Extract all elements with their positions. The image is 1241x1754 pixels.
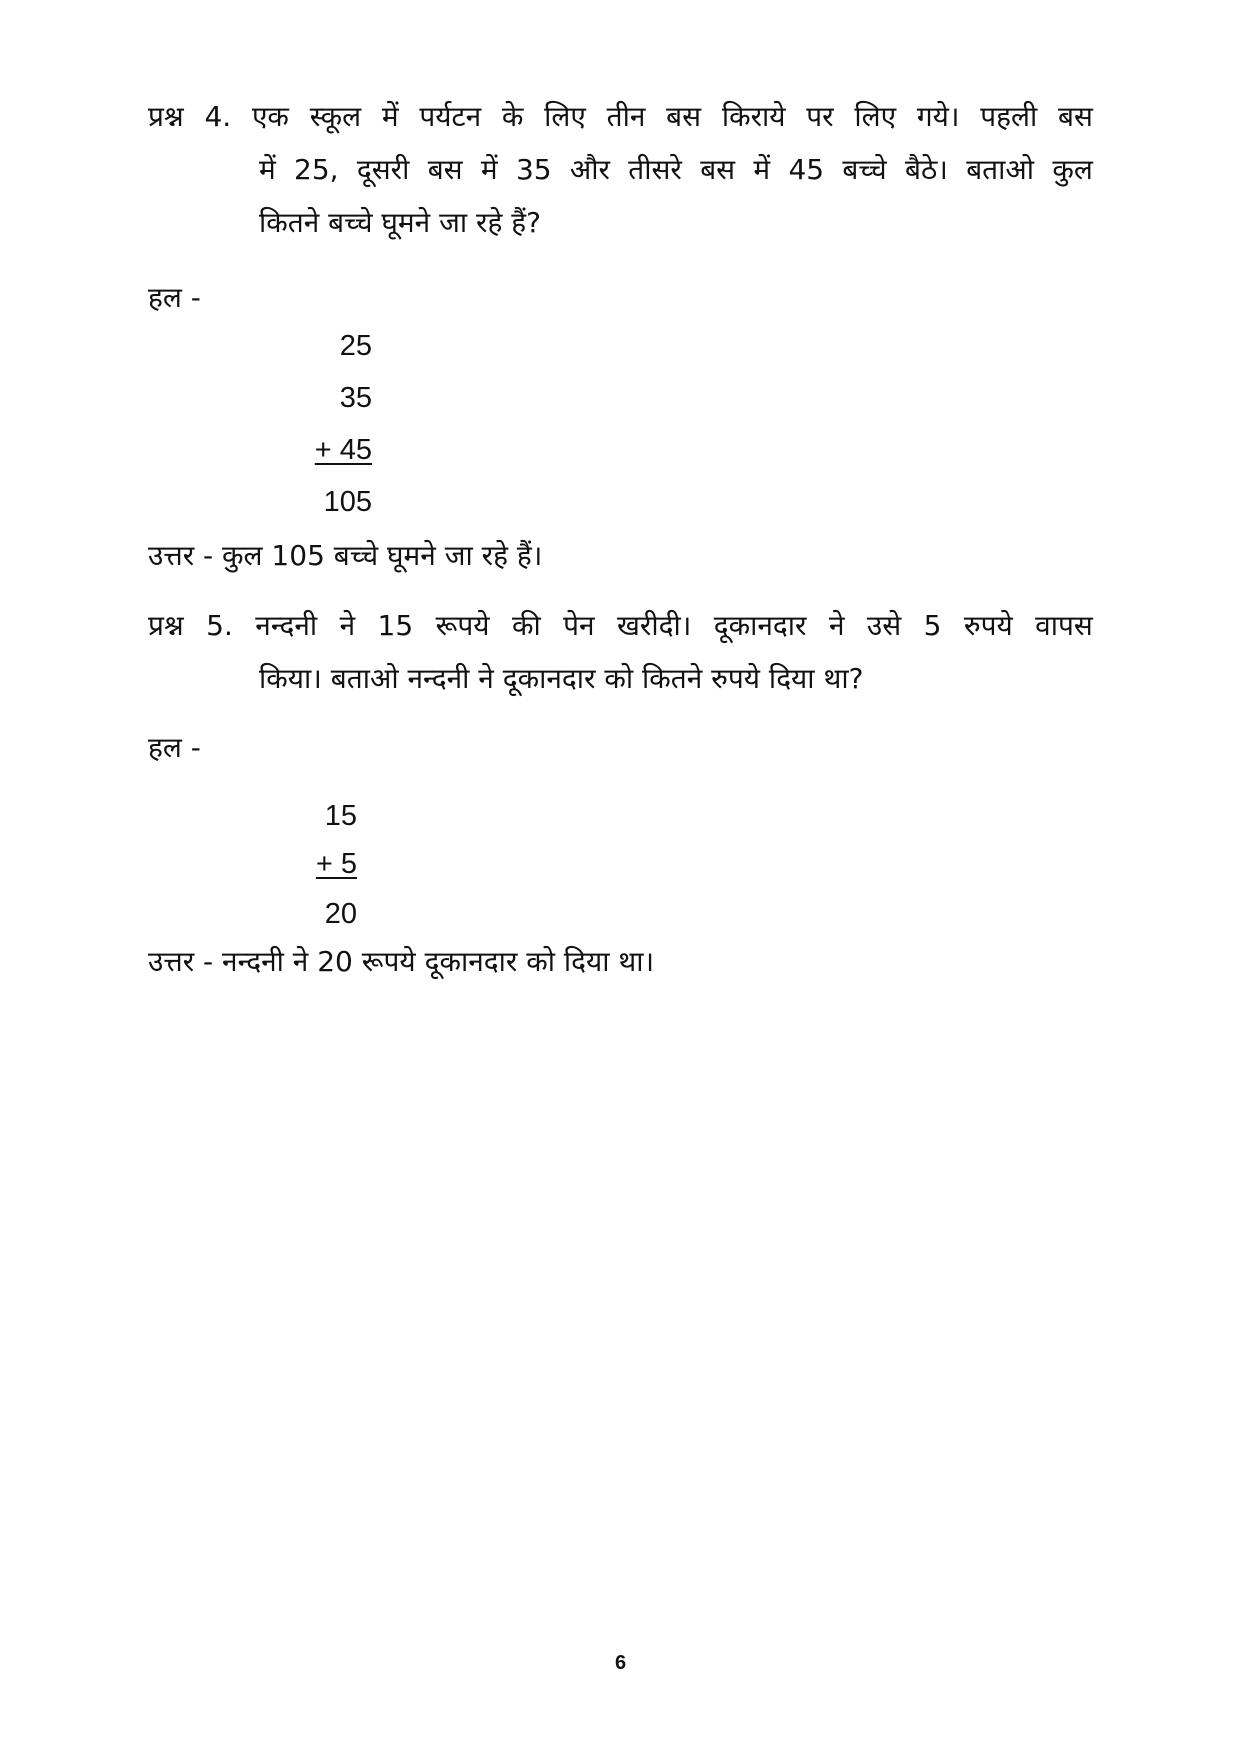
word: ने [828,609,845,642]
word: में [480,153,498,186]
word: बताओ [966,153,1035,186]
word: में [381,100,399,133]
word: में [753,153,771,186]
word: पेन [563,609,595,642]
word: रुपये [963,609,1013,642]
word: पहली [980,100,1038,133]
word: उसे [866,609,902,642]
q4-line-2 [259,150,1093,190]
word: के [501,100,524,133]
word: लिए [544,100,586,133]
word: प्रश्न [148,100,184,133]
q4-calc-plus-45: + 45 [314,434,372,466]
word: एक [251,100,289,133]
word: बस [1058,100,1093,133]
word: लिए [854,100,897,133]
word: दूसरी [356,153,410,186]
word: कुल [1052,153,1093,186]
word: 15 [377,609,414,642]
q5-calc-15: 15 [324,800,357,832]
word: तीसरे [628,153,682,186]
word: और [569,153,610,186]
word: पर [806,100,834,133]
word: बस [666,100,702,133]
word: 4. [204,100,232,133]
q4-line-3: कितने बच्चे घूमने जा रहे हैं? [259,206,541,239]
word: 25, [294,153,339,186]
q5-solution-label: हल - [148,731,201,764]
word: की [511,609,541,642]
word: 5. [206,609,233,642]
q4-solution-label: हल - [148,281,201,314]
word: वापस [1035,609,1093,642]
q4-answer: उत्तर - कुल 105 बच्चे घूमने जा रहे हैं। [148,539,543,572]
q4-calc-25: 25 [339,330,372,362]
q5-line-2: किया। बताओ नन्दनी ने दूकानदार को कितने रुपये दिया था? [259,662,864,695]
word: 35 [515,153,552,186]
q4-calc-sum: 105 [323,486,372,518]
word: 45 [788,153,825,186]
word: गये। [916,100,960,133]
q5-answer: उत्तर - नन्दनी ने 20 रूपये दूकानदार को दिया था। [148,945,655,978]
word: दूकानदार [713,609,807,642]
word: प्रश्न [148,609,184,642]
word: स्कूल [309,100,362,133]
q4-calc-35: 35 [339,382,372,414]
word: बच्चे [842,153,887,186]
q5-calc-sum: 20 [324,898,357,930]
word: पर्यटन [419,100,482,133]
word: तीन [606,100,646,133]
word: में [259,153,276,186]
word: बस [700,153,736,186]
q4-line-1 [148,97,1093,137]
word: बैठे। [905,153,948,186]
word: ने [339,609,356,642]
word: बस [427,153,463,186]
page-number: 6 [614,1652,627,1674]
q5-line-1 [148,606,1093,646]
word: नन्दनी [255,609,318,642]
word: किराये [721,100,786,133]
word: रूपये [435,609,490,642]
q5-calc-plus-5: + 5 [315,848,357,880]
word: 5 [923,609,942,642]
word: खरीदी। [617,609,692,642]
